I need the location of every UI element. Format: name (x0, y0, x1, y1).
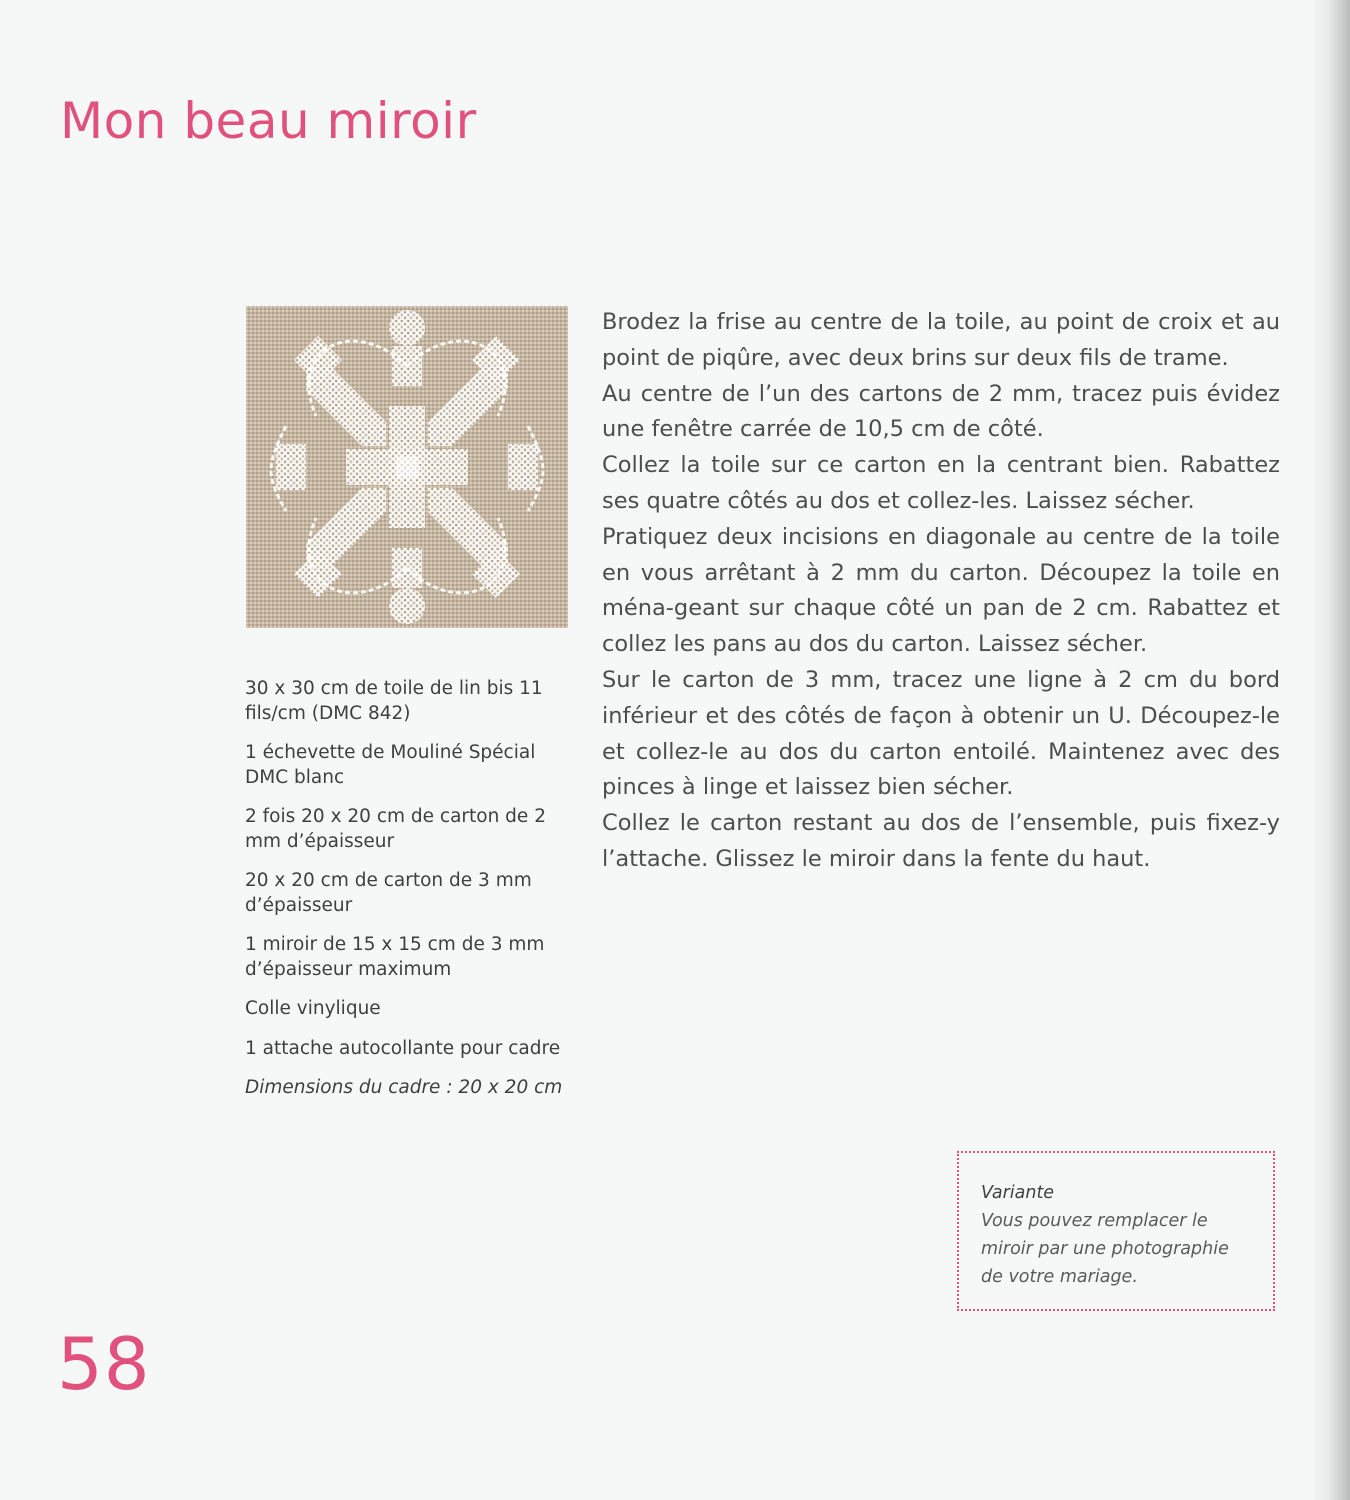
page-number: 58 (57, 1322, 151, 1406)
material-item: 30 x 30 cm de toile de lin bis 11 fils/cm (DMC 842) (245, 678, 543, 724)
variant-text: Vous pouvez remplacer le miroir par une photographie de votre mariage. (981, 1211, 1229, 1287)
material-item: Colle vinylique (245, 998, 381, 1019)
material-item: 2 fois 20 x 20 cm de carton de 2 mm d’épaisseur (245, 806, 546, 852)
embroidery-photo (246, 306, 568, 628)
instruction-paragraph: Brodez la frise au centre de la toile, au point de croix et au point de piqûre, avec deux brins sur deux fils de trame. (602, 309, 1280, 371)
variant-title: Variante (981, 1183, 1055, 1203)
page-gutter-shadow (1314, 0, 1350, 1500)
instruction-paragraph: Sur le carton de 3 mm, tracez une ligne à 2 cm du bord inférieur et des côtés de façon à obtenir un U. Découpez-le et collez-le au dos du carton entoilé. Maintenez avec des pinces à linge et laissez bien sécher. (602, 666, 1280, 801)
instructions (602, 305, 1280, 878)
instruction-paragraph: Pratiquez deux incisions en diagonale au centre de la toile en vous arrêtant à 2 mm du carton. Découpez la toile en ména-geant sur chaque côté un pan de 2 cm. Rabattez et collez les pans au dos du carton. Laissez sécher. (602, 523, 1280, 658)
material-item: 20 x 20 cm de carton de 3 mm d’épaisseur (245, 870, 532, 916)
instruction-paragraph: Au centre de l’un des cartons de 2 mm, tracez puis évidez une fenêtre carrée de 10,5 cm de côté. (602, 380, 1280, 443)
material-item: 1 miroir de 15 x 15 cm de 3 mm d’épaisseur maximum (245, 934, 545, 980)
page-title: Mon beau miroir (60, 91, 477, 150)
material-item: 1 attache autocollante pour cadre (245, 1037, 561, 1059)
instruction-paragraph: Collez le carton restant au dos de l’ensemble, puis fixez-y l’attache. Glissez le miroir dans la fente du haut. (602, 810, 1280, 872)
cross-stitch-motif (246, 306, 568, 628)
instruction-paragraph: Collez la toile sur ce carton en la centrant bien. Rabattez ses quatre côtés au dos et collez-les. Laissez sécher. (602, 452, 1280, 514)
materials-list (245, 677, 565, 1116)
material-item: 1 échevette de Mouliné Spécial DMC blanc (245, 742, 536, 788)
frame-dimensions: Dimensions du cadre : 20 x 20 cm (245, 1077, 563, 1098)
variant-box (957, 1151, 1275, 1311)
